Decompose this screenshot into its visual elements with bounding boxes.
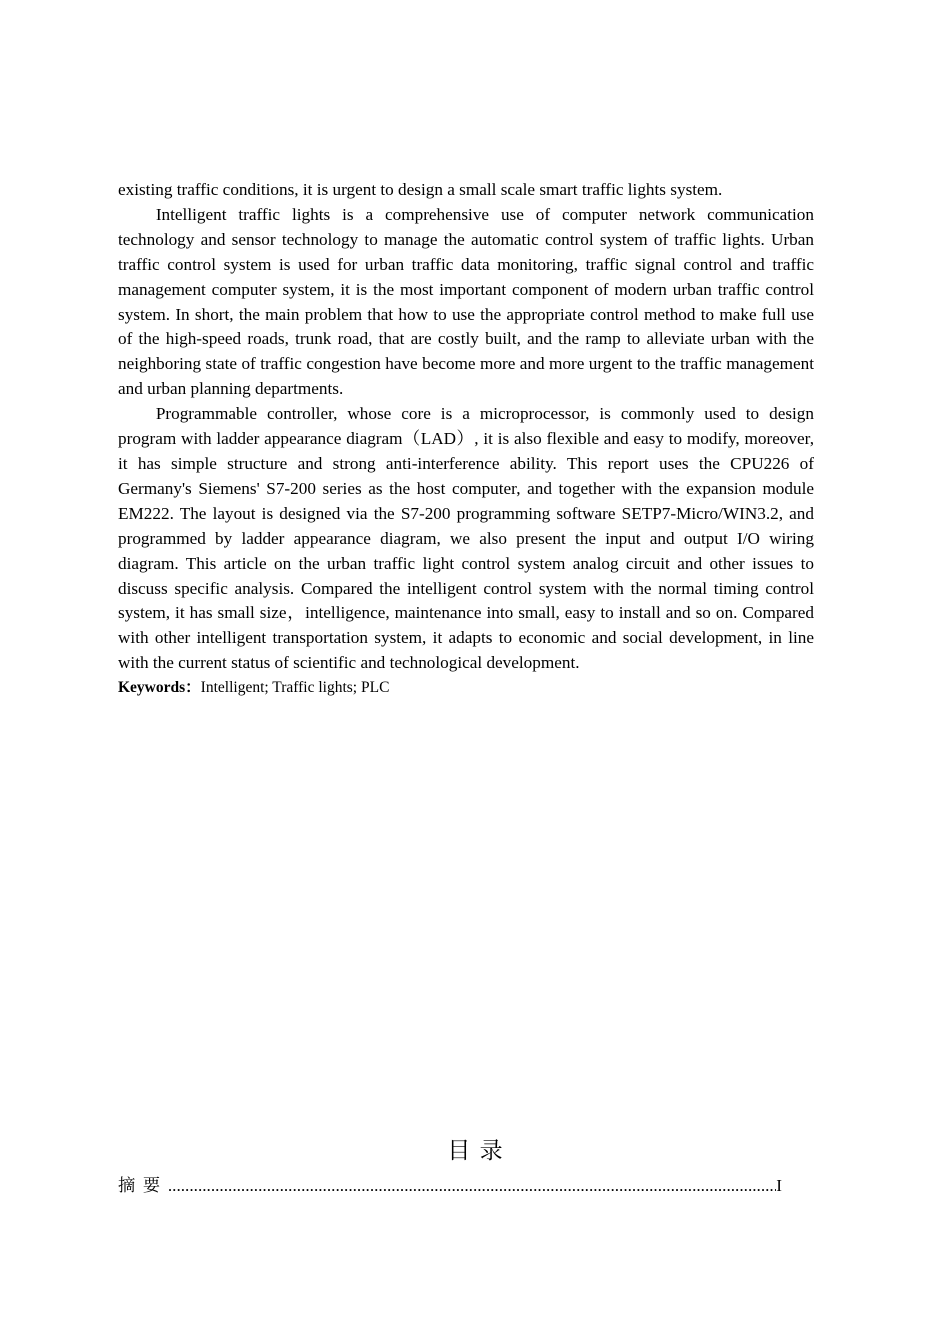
- abstract-body: [118, 178, 814, 701]
- toc-dot-leader: [168, 1174, 776, 1198]
- keywords-value: Intelligent; Traffic lights; PLC: [200, 679, 390, 697]
- keywords-label: Keywords：: [118, 679, 201, 697]
- keywords-line: [118, 676, 814, 701]
- toc-entry-label: 摘要: [118, 1176, 168, 1196]
- abstract-paragraph-continued: existing traffic conditions, it is urgent to design a small scale smart traffic lights system.: [118, 180, 723, 199]
- abstract-paragraph: Programmable controller, whose core is a microprocessor, is commonly used to design program with ladder appearance diagram（LAD）, it is also flexible and easy to modify, moreover, it has simple structure and strong anti-interference ability. This report uses the CPU226 of Germany's Siemens' S7-200 series as the host computer, and together with the expansion module EM222. The layout is designed via the S7-200 programming software SETP7-Micro/WIN3.2, and programmed by ladder appearance diagram, we also present the input and output I/O wiring diagram. This article on the urban traffic light control system analog circuit and other issues to discuss specific analysis. Compared the intelligent control system with the normal timing control system, it has small size，intelligence, maintenance into small, easy to install and so on. Compared with other intelligent transportation system, it adapts to economic and social development, in line with the current status of scientific and technological development.: [118, 404, 814, 673]
- toc-entry-page: I: [776, 1176, 782, 1195]
- abstract-paragraph: Intelligent traffic lights is a comprehensive use of computer network communication technology and sensor technology to manage the automatic control system of traffic lights. Urban traffic control system is used for urban traffic data monitoring, traffic signal control and traffic management computer system, it is the most important component of modern urban traffic control system. In short, the main problem that how to use the appropriate control method to make full use of the high-speed roads, trunk road, that are costly built, and the ramp to alleviate urban with the neighboring state of traffic congestion have become more and more urgent to the traffic management and urban planning departments.: [118, 204, 814, 399]
- toc-entry[interactable]: [118, 1174, 782, 1198]
- toc-title: 目录: [447, 1138, 512, 1164]
